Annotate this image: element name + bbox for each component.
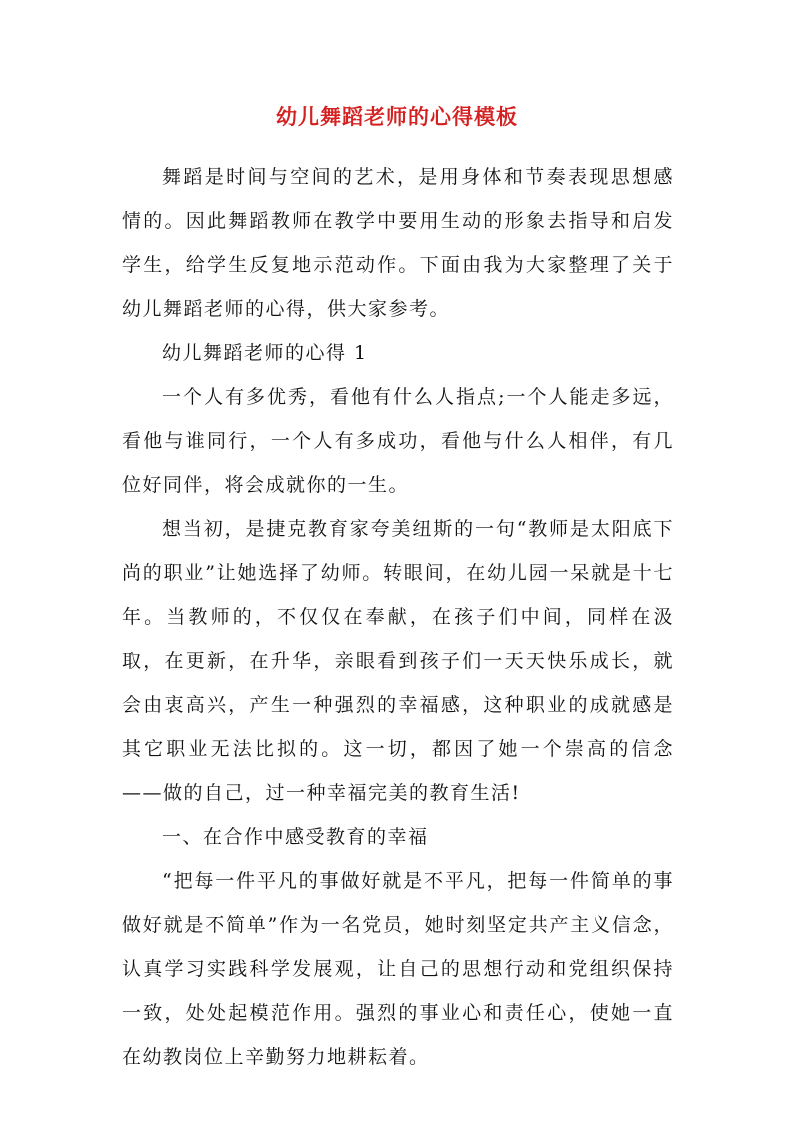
body-paragraph: 想当初，是捷克教育家夸美纽斯的一句“教师是太阳底下尚的职业”让她选择了幼师。转眼间，在幼儿园一呆就是十七年。当教师的，不仅仅在奉献，在孩子们中间，同样在汲取，在更新，在升华，亲眼看到孩子们一天天快乐成长，就会由衷高兴，产生一种强烈的幸福感，这种职业的成就感是其它职业无法比拟的。这一切，都因了她一个崇高的信念——做的自己，过一种幸福完美的教育生活! — [122, 518, 674, 804]
document-body — [122, 155, 674, 1079]
intro-paragraph: 舞蹈是时间与空间的艺术，是用身体和节奏表现思想感情的。因此舞蹈教师在教学中要用生动的形象去指导和启发学生，给学生反复地示范动作。下面由我为大家整理了关于幼儿舞蹈老师的心得，供大家参考。 — [122, 166, 674, 320]
subsection-heading-1: 一、在合作中感受教育的幸福 — [162, 826, 429, 848]
body-paragraph: “把每一件平凡的事做好就是不平凡，把每一件简单的事做好就是不简单”作为一名党员，她时刻坚定共产主义信念，认真学习实践科学发展观，让自己的思想行动和党组织保持一致，处处起模范作用。强烈的事业心和责任心，使她一直在幼教岗位上辛勤努力地耕耘着。 — [122, 870, 674, 1068]
document-title: 幼儿舞蹈老师的心得模板 — [276, 104, 518, 129]
section-heading-1: 幼儿舞蹈老师的心得 1 — [162, 342, 368, 364]
body-paragraph: 一个人有多优秀，看他有什么人指点;一个人能走多远，看他与谁同行，一个人有多成功，看他与什么人相伴，有几位好同伴，将会成就你的一生。 — [122, 386, 674, 496]
